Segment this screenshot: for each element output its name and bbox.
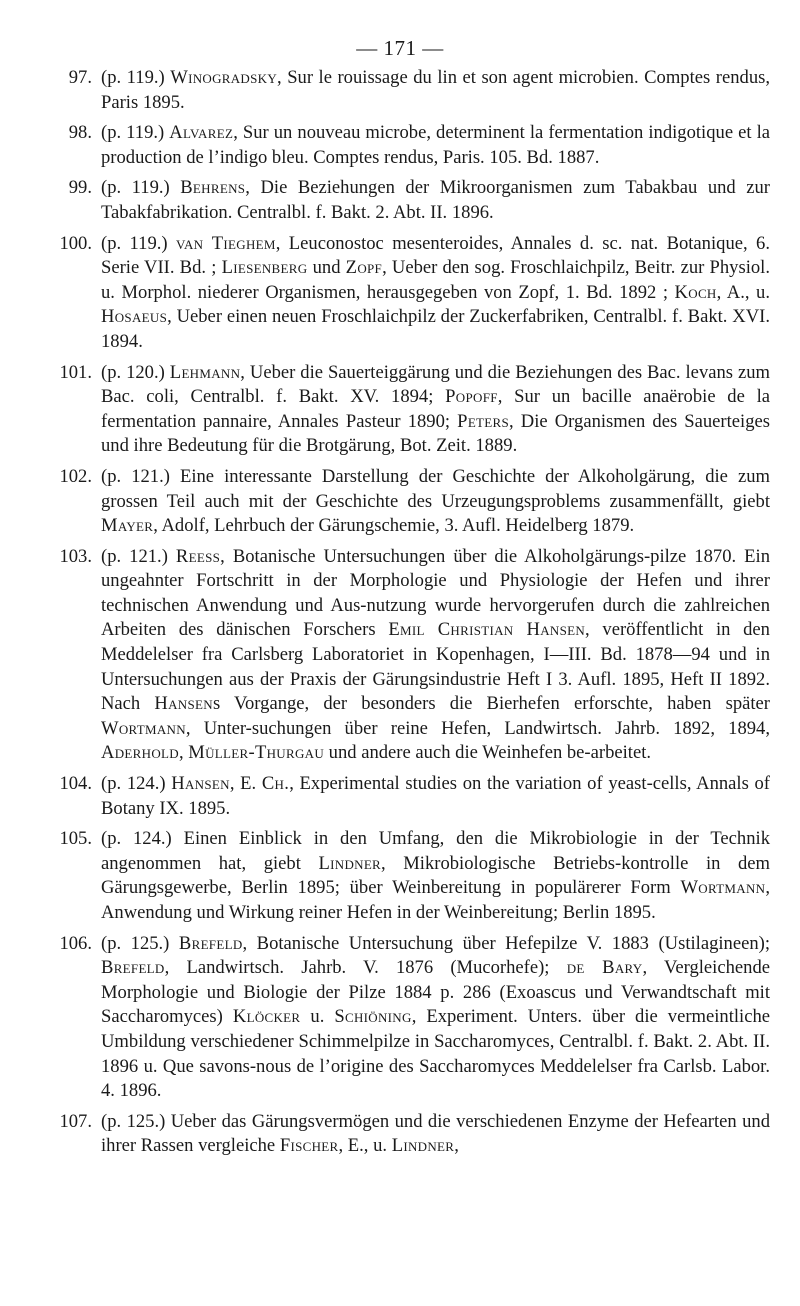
- author-name: Popoff: [445, 386, 498, 408]
- citation-text: , Die Beziehungen der Mikroorganismen zum Tabakbau und zur Tabakfabrikation. Centralbl. f. Bakt. 2. Abt. II. 1896.: [101, 177, 770, 223]
- entry-text: [101, 465, 770, 539]
- entry-text: [101, 361, 770, 459]
- entry-number: 98.: [68, 122, 92, 144]
- citation-text: , Anwendung und Wirkung reiner Hefen in der Weinbereitung; Berlin 1895.: [101, 877, 770, 923]
- citation-text: und: [307, 257, 346, 279]
- citation-text: (p. 125.): [101, 932, 179, 954]
- citation-text: ,: [178, 742, 189, 764]
- citation-text: ,: [454, 1135, 459, 1157]
- page-number: — 171 —: [356, 36, 444, 60]
- entry-text: [101, 66, 770, 115]
- author-name: Winogradsky: [170, 67, 278, 88]
- entry-number: 105.: [59, 828, 92, 850]
- author-name: van Tieghem: [175, 232, 276, 254]
- bibliography-entry: [50, 772, 770, 821]
- citation-text: , Leuconostoc mesenteroides, Annales d. sc. nat. Botanique, 6. Serie VII. Bd. ;: [101, 232, 770, 279]
- citation-text: (p. 121.) Eine interessante Darstellung der Geschichte der Alkoholgärung, die zum grossen Teil auch mit der Geschichte des Urzeugungsproblems zusammenfällt, giebt: [101, 465, 770, 512]
- author-name: Müller-Thurgau: [188, 742, 325, 764]
- citation-text: , Mikrobiologische Betriebs-kontrolle in dem Gärungsgewerbe, Berlin 1895; über Weinbereitung in populärerer Form: [101, 852, 770, 899]
- bibliography-entry: [50, 232, 770, 355]
- citation-text: s Vorgange, der besonders die Bierhefen erforschte, haben später: [212, 693, 771, 715]
- author-name: Peters: [457, 410, 510, 432]
- bibliography-entry: [50, 465, 770, 539]
- entry-number: 103.: [59, 545, 92, 567]
- citation-text: , Unter-suchungen über reine Hefen, Landwirtsch. Jahrb. 1892, 1894,: [185, 717, 770, 739]
- entry-number: 104.: [59, 773, 92, 795]
- author-name: Reess: [175, 545, 221, 567]
- author-name: Hansen: [171, 773, 230, 795]
- author-name: Fischer: [279, 1135, 339, 1157]
- bibliography-entry: [50, 176, 770, 225]
- author-name: Schiöning: [334, 1006, 412, 1028]
- entry-text: [101, 772, 770, 821]
- citation-text: , Vergleichende Morphologie und Biologie der Pilze 1884 p. 286 (Exoascus und Verwandtschaft mit Saccharomyces): [101, 957, 770, 1028]
- author-name: Lehmann: [169, 361, 241, 383]
- citation-text: , Ueber einen neuen Froschlaichpilz der Zuckerfabriken, Centralbl. f. Bakt. XVI. 1894.: [101, 306, 770, 352]
- author-name: Brefeld: [178, 932, 243, 954]
- bibliography-entry: [50, 932, 770, 1104]
- citation-text: (p. 121.): [101, 545, 176, 567]
- citation-text: , Landwirtsch. Jahrb. V. 1876 (Mucorhefe);: [164, 957, 567, 979]
- citation-text: (p. 120.): [101, 361, 170, 383]
- citation-text: (p. 125.) Ueber das Gärungsvermögen und die verschiedenen Enzyme der Hefearten und ihrer Rassen vergleiche: [101, 1110, 770, 1157]
- citation-text: , Experiment. Unters. über die vermeintliche Umbildung verschiedener Schimmelpilze in Saccharomyces, Centralbl. f. Bakt. 2. Abt. II. 1896 u. Que savons-nous de l’origine des Saccharomyces Meddelelser fra Carlsb. Labor. 4. 1896.: [101, 1006, 770, 1102]
- author-name: Hosaeus: [101, 306, 168, 328]
- entry-number: 99.: [68, 177, 92, 199]
- bibliography-entry: [50, 827, 770, 925]
- citation-text: (p. 124.) Einen Einblick in den Umfang, den die Mikrobiologie in der Technik angenommen hat, giebt: [101, 828, 770, 874]
- entry-number: 102.: [59, 465, 92, 487]
- bibliography-entry: [50, 361, 770, 459]
- citation-text: (p. 119.): [101, 232, 176, 254]
- entry-text: [101, 176, 770, 225]
- citation-text: , Experimental studies on the variation of yeast-cells, Annals of Botany IX. 1895.: [101, 773, 770, 819]
- entry-text: [101, 545, 770, 766]
- citation-text: , E., u.: [338, 1135, 392, 1157]
- entry-number: 106.: [59, 932, 92, 954]
- author-name: Aderhold: [101, 742, 179, 764]
- bibliography-entry: [50, 545, 770, 766]
- author-name: Lindner: [318, 852, 382, 874]
- citation-text: (p. 119.): [101, 67, 171, 88]
- author-name: Hansen: [154, 693, 213, 715]
- citation-text: , A., u.: [716, 281, 771, 303]
- author-name: Behrens: [180, 177, 246, 199]
- entry-text: [101, 827, 770, 925]
- author-name: Zopf: [345, 257, 383, 279]
- citation-text: , Die Organismen des Sauerteiges und ihre Bedeutung für die Brotgärung, Bot. Zeit. 1889.: [101, 410, 770, 457]
- citation-text: , Ueber den sog. Froschlaichpilz, Beitr. zur Physiol. u. Morphol. niederer Organismen, herausgegeben von Zopf, 1. Bd. 1892 ;: [101, 257, 770, 303]
- entry-text: [101, 1110, 770, 1159]
- citation-text: und andere auch die Weinhefen be-arbeitet.: [324, 742, 652, 764]
- citation-text: , Botanische Untersuchungen über die Alkoholgärungs-pilze 1870. Ein ungeahnter Fortschritt in der Morphologie und Physiologie der Hefen und ihrer technischen Anwendung und Aus-nutzung wurde hervorgerufen durch die zahlreichen Arbeiten des dänischen Forschers: [101, 545, 770, 641]
- bibliography-entry: [50, 121, 770, 170]
- author-name: Alvarez: [169, 122, 234, 144]
- author-name: Liesenberg: [221, 257, 308, 279]
- citation-text: (p. 119.): [101, 122, 170, 144]
- author-name: Wortmann: [680, 877, 766, 899]
- entry-text: [101, 232, 770, 355]
- author-name: de Bary: [566, 957, 643, 979]
- author-name: Ch.: [261, 773, 290, 795]
- citation-text: (p. 124.): [101, 773, 172, 795]
- citation-text: , Adolf, Lehrbuch der Gärungschemie, 3. Aufl. Heidelberg 1879.: [153, 515, 635, 537]
- citation-text: , Sur le rouissage du lin et son agent microbien. Comptes rendus, Paris 1895.: [101, 67, 770, 113]
- entry-text: [101, 121, 770, 170]
- author-name: Brefeld: [101, 957, 165, 979]
- citation-text: u.: [300, 1006, 335, 1028]
- citation-text: , Sur un bacille anaërobie de la fermentation pannaire, Annales Pasteur 1890;: [101, 386, 771, 432]
- citation-text: , Botanische Untersuchung über Hefepilze V. 1883 (Ustilagineen);: [242, 932, 770, 954]
- bibliography-entry: [50, 66, 770, 115]
- entry-text: [101, 932, 770, 1104]
- bibliography-entry: [50, 1110, 770, 1159]
- citation-text: , Sur un nouveau microbe, determinent la fermentation indigotique et la production de l’indigo bleu. Comptes rendus, Paris. 105. Bd. 1887.: [101, 122, 770, 168]
- author-name: Emil Christian Hansen: [388, 619, 586, 641]
- author-name: Mayer: [101, 515, 154, 537]
- entry-number: 107.: [59, 1110, 92, 1132]
- citation-text: , E.: [229, 773, 262, 795]
- citation-text: (p. 119.): [101, 177, 181, 199]
- author-name: Lindner: [391, 1135, 455, 1157]
- citation-text: , veröffentlicht in den Meddelelser fra Carlsberg Laboratoriet in Kopenhagen, I—III. Bd. 1878—94 und in Untersuchungen aus der Praxis der Gärungsindustrie Heft I 3. Aufl. 1895, Heft II 1892. Nach: [101, 619, 770, 715]
- author-name: Klöcker: [232, 1006, 301, 1028]
- entry-number: 97.: [68, 67, 92, 88]
- entry-number: 101.: [59, 361, 92, 383]
- author-name: Koch: [674, 281, 717, 303]
- bibliography-list: [50, 66, 770, 1165]
- author-name: Wortmann: [101, 717, 186, 739]
- entry-number: 100.: [59, 232, 92, 254]
- citation-text: , Ueber die Sauerteiggärung und die Beziehungen des Bac. levans zum Bac. coli, Centralbl. f. Bakt. XV. 1894;: [101, 361, 770, 408]
